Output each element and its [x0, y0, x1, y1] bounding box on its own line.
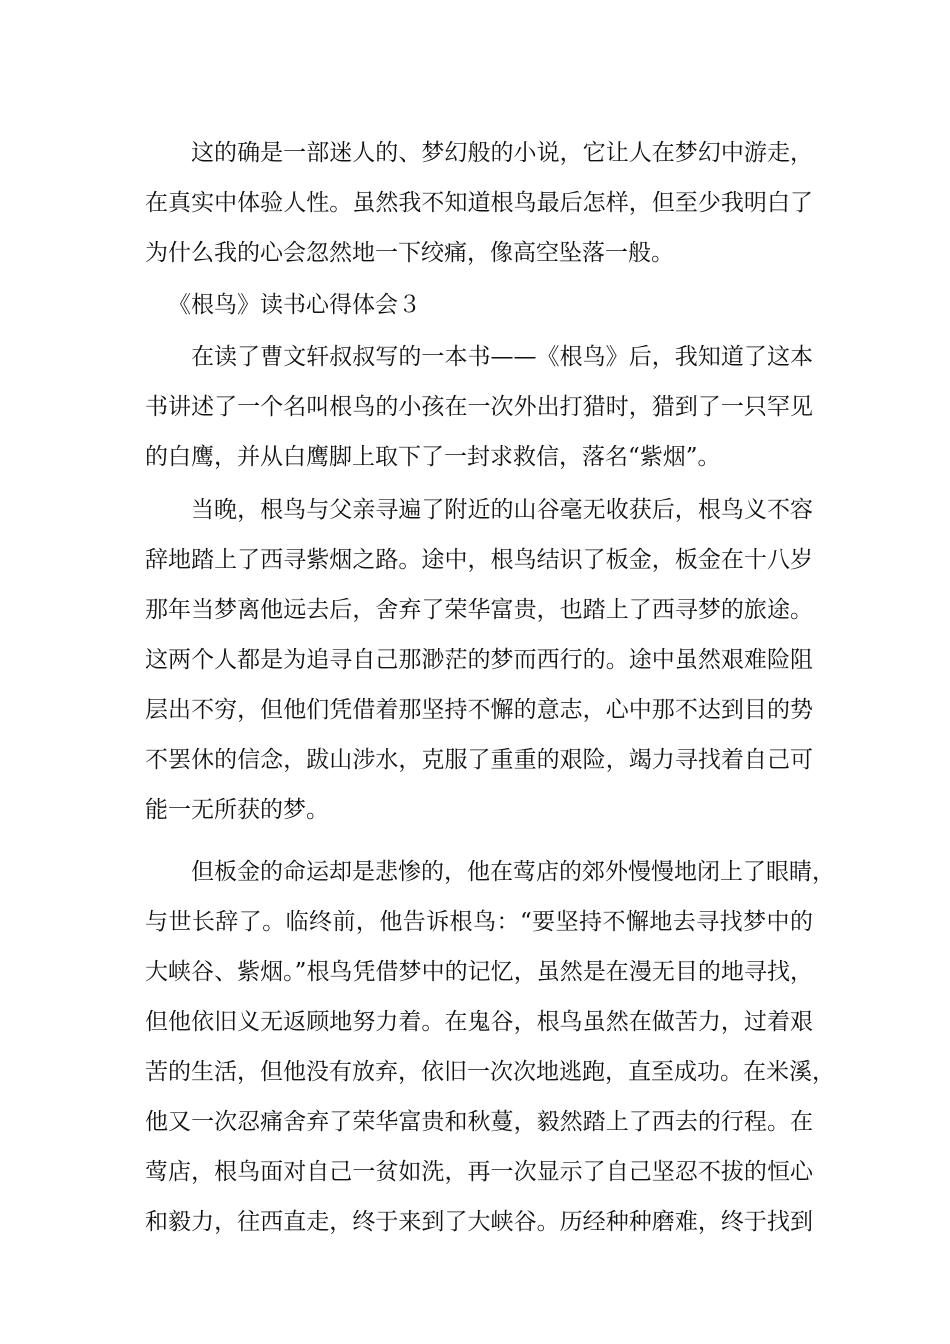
text-line: 书讲述了一个名叫根鸟的小孩在一次外出打猎时，猎到了一只罕见 — [145, 394, 813, 420]
text-line: 的白鹰，并从白鹰脚上取下了一封求救信，落名“紫烟”。 — [145, 444, 721, 470]
paragraph — [145, 485, 813, 835]
paragraph — [145, 847, 835, 1247]
text-line: 辞地踏上了西寻紫烟之路。途中，根鸟结识了板金，板金在十八岁 — [145, 547, 813, 573]
text-line: 但他依旧义无返顾地努力着。在鬼谷，根鸟虽然在做苦力，过着艰 — [145, 1009, 813, 1035]
document-body — [145, 128, 835, 1247]
text-line: 苦的生活，但他没有放弃，依旧一次次地逃跑，直至成功。在米溪， — [145, 1059, 835, 1085]
text-line: 与世长辞了。临终前，他告诉根鸟：“要坚持不懈地去寻找梦中的 — [145, 909, 813, 935]
text-line: 这两个人都是为追寻自己那渺茫的梦而西行的。途中虽然艰难险阻 — [145, 647, 813, 673]
text-line: 层出不穷，但他们凭借着那坚持不懈的意志，心中那不达到目的势 — [145, 697, 813, 723]
text-line: 为什么我的心会忽然地一下绞痛，像高空坠落一般。 — [145, 240, 674, 266]
text-line: 大峡谷、紫烟。”根鸟凭借梦中的记忆，虽然是在漫无目的地寻找， — [145, 959, 813, 985]
text-line: 当晚，根鸟与父亲寻遍了附近的山谷毫无收获后，根鸟义不容 — [191, 497, 813, 523]
text-line: 莺店，根鸟面对自己一贫如洗，再一次显示了自己坚忍不拔的恒心 — [145, 1159, 813, 1185]
text-line: 在真实中体验人性。虽然我不知道根鸟最后怎样，但至少我明白了 — [145, 190, 813, 216]
text-line: 他又一次忍痛舍弃了荣华富贵和秋蔓，毅然踏上了西去的行程。在 — [145, 1109, 813, 1135]
text-line: 在读了曹文轩叔叔写的一本书——《根鸟》后，我知道了这本 — [191, 344, 813, 370]
paragraph — [145, 128, 813, 278]
paragraph — [145, 332, 813, 482]
heading-text: 《根鸟》读书心得体会３ — [168, 292, 421, 318]
text-line: 那年当梦离他远去后，舍弃了荣华富贵，也踏上了西寻梦的旅途。 — [145, 597, 813, 623]
text-line: 这的确是一部迷人的、梦幻般的小说，它让人在梦幻中游走， — [191, 140, 813, 166]
text-line: 但板金的命运却是悲惨的，他在莺店的郊外慢慢地闭上了眼睛， — [191, 859, 835, 885]
text-line: 和毅力，往西直走，终于来到了大峡谷。历经种种磨难，终于找到 — [145, 1209, 813, 1235]
section-heading — [145, 280, 813, 330]
text-line: 能一无所获的梦。 — [145, 797, 329, 823]
text-line: 不罢休的信念，跋山涉水，克服了重重的艰险，竭力寻找着自己可 — [145, 747, 813, 773]
